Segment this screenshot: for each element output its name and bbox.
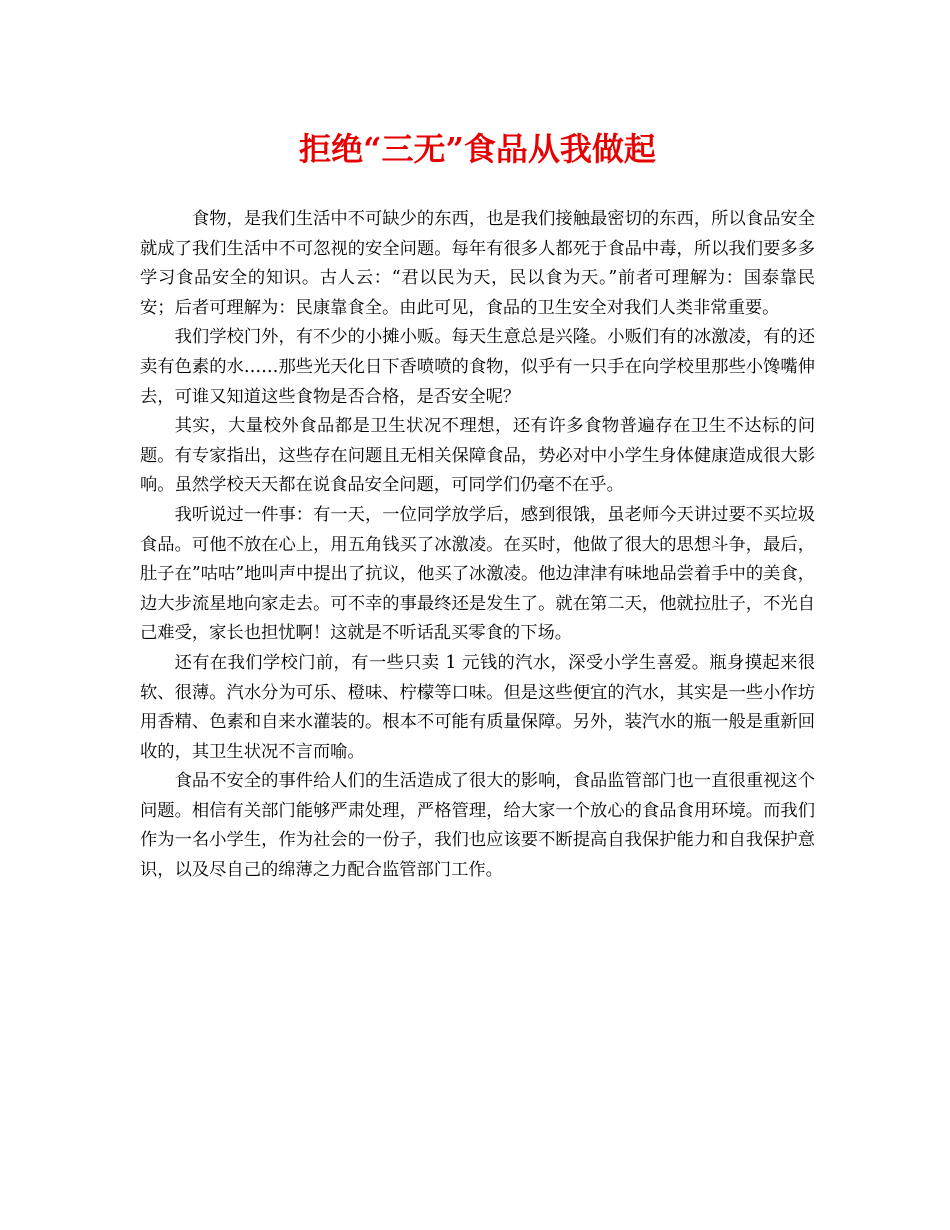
paragraph-conclusion: 食品不安全的事件给人们的生活造成了很大的影响，食品监管部门也一直很重视这个问题。相信有关部门能够严肃处理，严格管理，给大家一个放心的食品食用环境。而我们作为一名小学生，作为社会的一份子，我们也应该要不断提高自我保护能力和自我保护意识，以及尽自己的绵薄之力配合监管部门工作。	[140, 771, 815, 881]
document-body	[140, 205, 815, 886]
document-title: 拒绝“三无”食品从我做起	[299, 130, 656, 168]
paragraph-anecdote: 我听说过一件事：有一天，一位同学放学后，感到很饿，虽老师今天讲过要不买垃圾食品。可他不放在心上，用五角钱买了冰激凌。在买时，他做了很大的思想斗争，最后，肚子在”咕咕”地叫声中提出了抗议，他买了冰激凌。他边津津有味地品尝着手中的美食，边大步流星地向家走去。可不幸的事最终还是发生了。就在第二天，他就拉肚子，不光自己难受，家长也担忧啊！这就是不听话乱买零食的下场。	[140, 504, 815, 644]
paragraph-cheap-soda: 还有在我们学校门前，有一些只卖 1 元钱的汽水，深受小学生喜爱。瓶身摸起来很软、很薄。汽水分为可乐、橙味、柠檬等口味。但是这些便宜的汽水，其实是一些小作坊用香精、色素和自来水灌装的。根本不可能有质量保障。另外，装汽水的瓶一般是重新回收的，其卫生状况不言而喻。	[140, 652, 815, 762]
paragraph-intro: 食物，是我们生活中不可缺少的东西，也是我们接触最密切的东西，所以食品安全就成了我们生活中不可忽视的安全问题。每年有很多人都死于食品中毒，所以我们要多多学习食品安全的知识。古人云：“君以民为天，民以食为天。”前者可理解为：国泰靠民安；后者可理解为：民康靠食全。由此可见，食品的卫生安全对我们人类非常重要。	[140, 209, 815, 318]
paragraph-hygiene-problems: 其实，大量校外食品都是卫生状况不理想，还有许多食物普遍存在卫生不达标的问题。有专家指出，这些存在问题且无相关保障食品，势必对中小学生身体健康造成很大影响。虽然学校天天都在说食品安全问题，可同学们仍毫不在乎。	[140, 416, 815, 496]
paragraph-street-vendors: 我们学校门外，有不少的小摊小贩。每天生意总是兴隆。小贩们有的冰激凌，有的还卖有色素的水……那些光天化日下香喷喷的食物，似乎有一只手在向学校里那些小馋嘴伸去，可谁又知道这些食物是否合格，是否安全呢？	[140, 327, 815, 407]
